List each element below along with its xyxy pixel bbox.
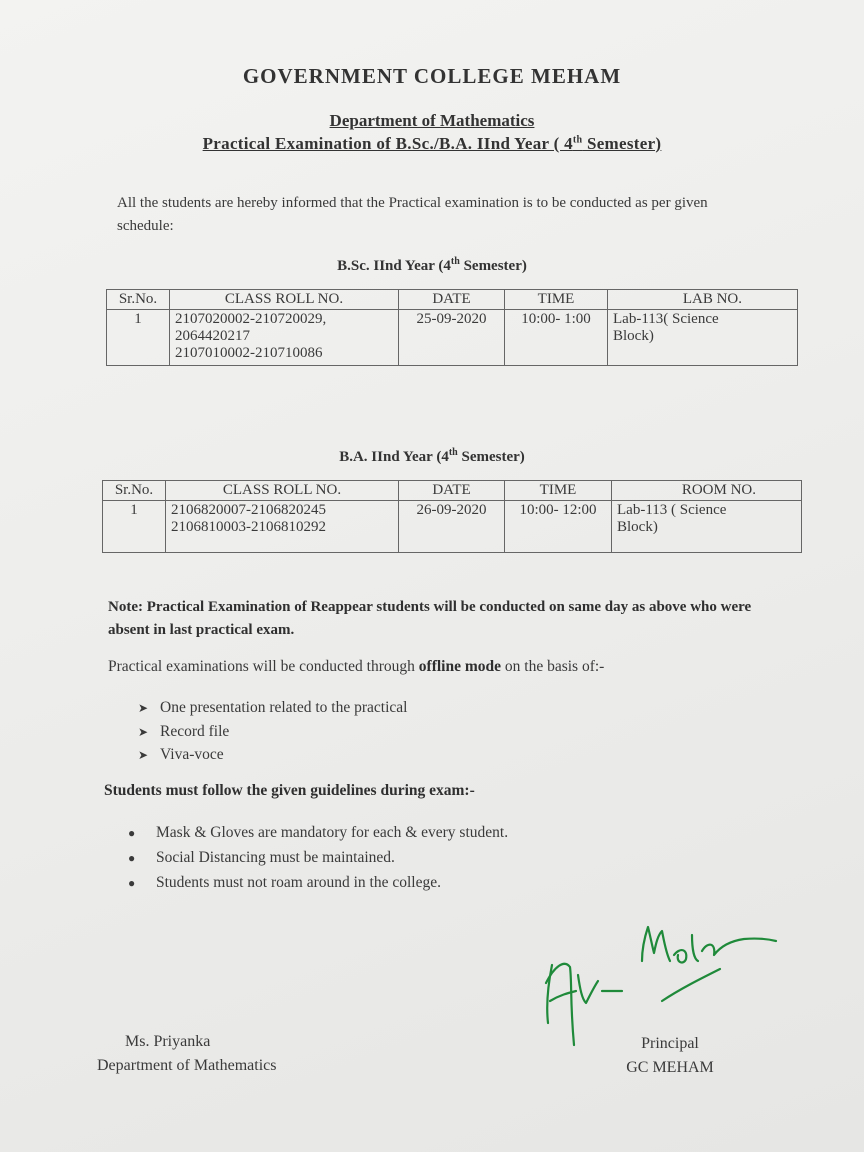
column-header: CLASS ROLL NO. xyxy=(170,290,399,310)
list-item-text: Record file xyxy=(160,722,230,740)
arrow-bullet-icon: ➤ xyxy=(138,701,149,715)
list-item-text: Social Distancing must be maintained. xyxy=(156,849,395,866)
exam-subtitle-end: Semester) xyxy=(582,134,662,153)
arrow-bullet-icon: ➤ xyxy=(138,748,149,762)
room-line: Lab-113 ( Science xyxy=(617,502,727,518)
signatory-name: Ms. Priyanka xyxy=(125,1033,211,1050)
column-header: LAB NO. xyxy=(608,290,798,310)
lab-line: Lab-113( Science xyxy=(613,311,719,327)
reappear-note: Note: Practical Examination of Reappear students will be conducted on same day as above who were absent in last practical exam. xyxy=(108,599,752,638)
signatory-title: Principal xyxy=(641,1035,699,1052)
guidelines-title: Students must follow the given guidelines during exam:- xyxy=(104,782,475,799)
list-item xyxy=(138,696,407,720)
lab-cell xyxy=(608,310,798,366)
ba-title-sup: th xyxy=(448,447,458,458)
list-item xyxy=(128,845,508,870)
column-header: ROOM NO. xyxy=(612,481,802,501)
signatory-left xyxy=(97,1030,277,1078)
signatory-right xyxy=(600,1032,740,1080)
arrow-bullet-icon: ➤ xyxy=(138,724,149,739)
column-header: DATE xyxy=(399,481,505,501)
sr-no-cell: 1 xyxy=(107,310,170,366)
list-item xyxy=(128,820,508,845)
college-name: GOVERNMENT COLLEGE MEHAM xyxy=(242,64,622,88)
table-row xyxy=(103,501,802,553)
date-cell: 25-09-2020 xyxy=(399,310,505,366)
exam-subtitle-text: Practical Examination of B.Sc./B.A. IInd Year ( 4 xyxy=(202,134,573,153)
bullet-icon: ● xyxy=(128,851,136,865)
roll-no-cell xyxy=(170,310,399,366)
list-item-text: Students must not roam around in the college. xyxy=(156,874,441,891)
signatory-department: Department of Mathematics xyxy=(97,1057,277,1074)
basis-text-end: on the basis of:- xyxy=(501,658,605,675)
column-header: CLASS ROLL NO. xyxy=(166,481,399,501)
table-header-row xyxy=(103,481,802,501)
list-item-text: One presentation related to the practical xyxy=(160,699,408,716)
ba-title-end: Semester) xyxy=(457,449,525,465)
roll-range: 2107020002-210720029, xyxy=(175,311,327,327)
bsc-title-sup: th xyxy=(450,256,460,267)
ba-table-title xyxy=(0,447,864,466)
basis-text: Practical examinations will be conducted through xyxy=(108,658,419,675)
roll-no-cell xyxy=(166,501,399,553)
bsc-title-end: Semester) xyxy=(459,258,527,274)
guidelines-list xyxy=(128,820,508,895)
list-item xyxy=(128,870,508,895)
bsc-schedule-table xyxy=(106,289,798,366)
column-header: TIME xyxy=(505,290,608,310)
exam-subtitle-sup: th xyxy=(572,134,583,146)
list-item xyxy=(138,743,407,767)
department-title: Department of Mathematics xyxy=(329,111,535,130)
list-item-text: Mask & Gloves are mandatory for each & every student. xyxy=(156,824,509,841)
column-header: TIME xyxy=(505,481,612,501)
sr-no-cell: 1 xyxy=(103,501,166,553)
bullet-icon: ● xyxy=(128,876,136,890)
room-line: Block) xyxy=(617,519,658,535)
ba-schedule-table xyxy=(102,480,802,553)
column-header: DATE xyxy=(399,290,505,310)
list-item-text: Viva-voce xyxy=(160,746,224,763)
roll-range: 2106820007-2106820245 xyxy=(171,502,326,518)
time-cell: 10:00- 12:00 xyxy=(505,501,612,553)
intro-paragraph: All the students are hereby informed that the Practical examination is to be conducted as per given schedule: xyxy=(117,195,708,234)
bullet-icon: ● xyxy=(128,826,136,840)
time-cell: 10:00- 1:00 xyxy=(505,310,608,366)
bsc-table-title xyxy=(0,256,864,275)
bsc-title-text: B.Sc. IInd Year (4 xyxy=(337,258,451,274)
table-header-row xyxy=(107,290,798,310)
list-item xyxy=(138,720,407,744)
basis-list xyxy=(138,696,407,767)
column-header: Sr.No. xyxy=(103,481,166,501)
column-header: Sr.No. xyxy=(107,290,170,310)
table-row xyxy=(107,310,798,366)
signatory-org: GC MEHAM xyxy=(626,1059,714,1076)
room-cell xyxy=(612,501,802,553)
exam-basis-line xyxy=(108,658,788,676)
basis-mode: offline mode xyxy=(418,658,502,675)
roll-range: 2064420217 xyxy=(175,328,250,344)
lab-line: Block) xyxy=(613,328,654,344)
exam-subtitle xyxy=(0,134,864,154)
date-cell: 26-09-2020 xyxy=(399,501,505,553)
roll-range: 2106810003-2106810292 xyxy=(171,519,326,535)
roll-range: 2107010002-210710086 xyxy=(175,345,323,361)
ba-title-text: B.A. IInd Year (4 xyxy=(339,449,449,465)
